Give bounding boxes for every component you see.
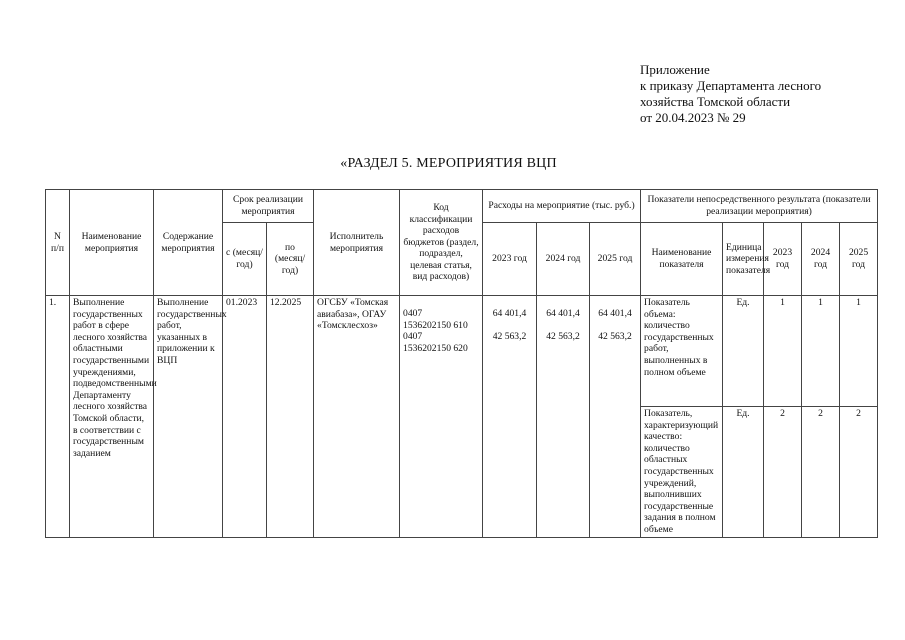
row-activity-name: Выполнение государственных работ в сфере лесного хозяйства областными государственными учреждениями, подведомственными Департаменту лесного хозяйства Томской области, в соответствии с государственным заданием	[70, 296, 154, 538]
header-line-appendix: Приложение	[640, 62, 710, 77]
expense-2024-a: 64 401,4	[546, 308, 580, 319]
header-executor: Исполнитель мероприятия	[314, 190, 400, 296]
row-expense-2024	[537, 296, 590, 538]
budget-code-2: 0407	[403, 331, 423, 343]
header-ind-2024: 2024 год	[802, 223, 840, 296]
budget-code-1: 0407	[403, 308, 423, 319]
header-period-to: по (месяц/ год)	[267, 223, 314, 296]
header-unit: Единица измерения показателя	[723, 223, 764, 296]
section-title: «РАЗДЕЛ 5. МЕРОПРИЯТИЯ ВЦП	[340, 156, 557, 171]
row-period-from: 01.2023	[223, 296, 267, 538]
row-activity-content: Выполнение государственных работ, указанных в приложении к ВЦП	[154, 296, 223, 538]
header-row-1	[46, 190, 878, 223]
indicator-2023: 2	[764, 407, 802, 538]
activities-table	[45, 189, 878, 538]
header-content: Содержание мероприятия	[154, 190, 223, 296]
header-ind-2025: 2025 год	[840, 223, 878, 296]
indicator-2025: 2	[840, 407, 878, 538]
row-expense-2025	[590, 296, 641, 538]
indicator-unit: Ед.	[723, 407, 764, 538]
indicator-unit: Ед.	[723, 296, 764, 407]
indicator-name: Показатель объема: количество государственных работ, выполненных в полном объеме	[641, 296, 723, 407]
row-period-to: 12.2025	[267, 296, 314, 538]
header-name: Наименование мероприятия	[70, 190, 154, 296]
header-indicators: Показатели непосредственного результата (показатели реализации мероприятия)	[641, 190, 878, 223]
header-line-department: хозяйства Томской области	[640, 94, 791, 109]
indicator-2025: 1	[840, 296, 878, 407]
row-executor: ОГСБУ «Томская авиабаза», ОГАУ «Томсклесхоз»	[314, 296, 400, 538]
expense-2025-b: 42 563,2	[598, 330, 632, 342]
header-indicator-name: Наименование показателя	[641, 223, 723, 296]
header-line-order: к приказу Департамента лесного	[640, 78, 822, 93]
row-num: 1.	[46, 296, 70, 538]
row-budget-code	[400, 296, 483, 538]
header-period-from: с (месяц/ год)	[223, 223, 267, 296]
indicator-2024: 2	[802, 407, 840, 538]
budget-code-1b: 1536202150 610	[403, 319, 468, 331]
header-ind-2023: 2023 год	[764, 223, 802, 296]
table-row	[46, 296, 878, 407]
budget-code-2b: 1536202150 620	[403, 342, 468, 354]
header-code: Код классификации расходов бюджетов (раздел, подраздел, целевая статья, вид расходов)	[400, 190, 483, 296]
order-header	[640, 62, 821, 126]
expense-2023-b: 42 563,2	[492, 330, 527, 342]
expense-2025-a: 64 401,4	[598, 308, 632, 319]
header-year-2024: 2024 год	[537, 223, 590, 296]
header-num: N п/п	[46, 190, 70, 296]
header-year-2025: 2025 год	[590, 223, 641, 296]
header-period: Срок реализации мероприятия	[223, 190, 314, 223]
header-year-2023: 2023 год	[483, 223, 537, 296]
header-expenses: Расходы на мероприятие (тыс. руб.)	[483, 190, 641, 223]
indicator-2024: 1	[802, 296, 840, 407]
indicator-name: Показатель, характеризующий качество: количество областных государственных учреждений, выполнивших государственные задания в полном объеме	[641, 407, 723, 538]
expense-2023-a: 64 401,4	[492, 308, 527, 319]
indicator-2023: 1	[764, 296, 802, 407]
row-expense-2023	[483, 296, 537, 538]
header-line-date: от 20.04.2023 № 29	[640, 110, 746, 125]
expense-2024-b: 42 563,2	[546, 330, 580, 342]
